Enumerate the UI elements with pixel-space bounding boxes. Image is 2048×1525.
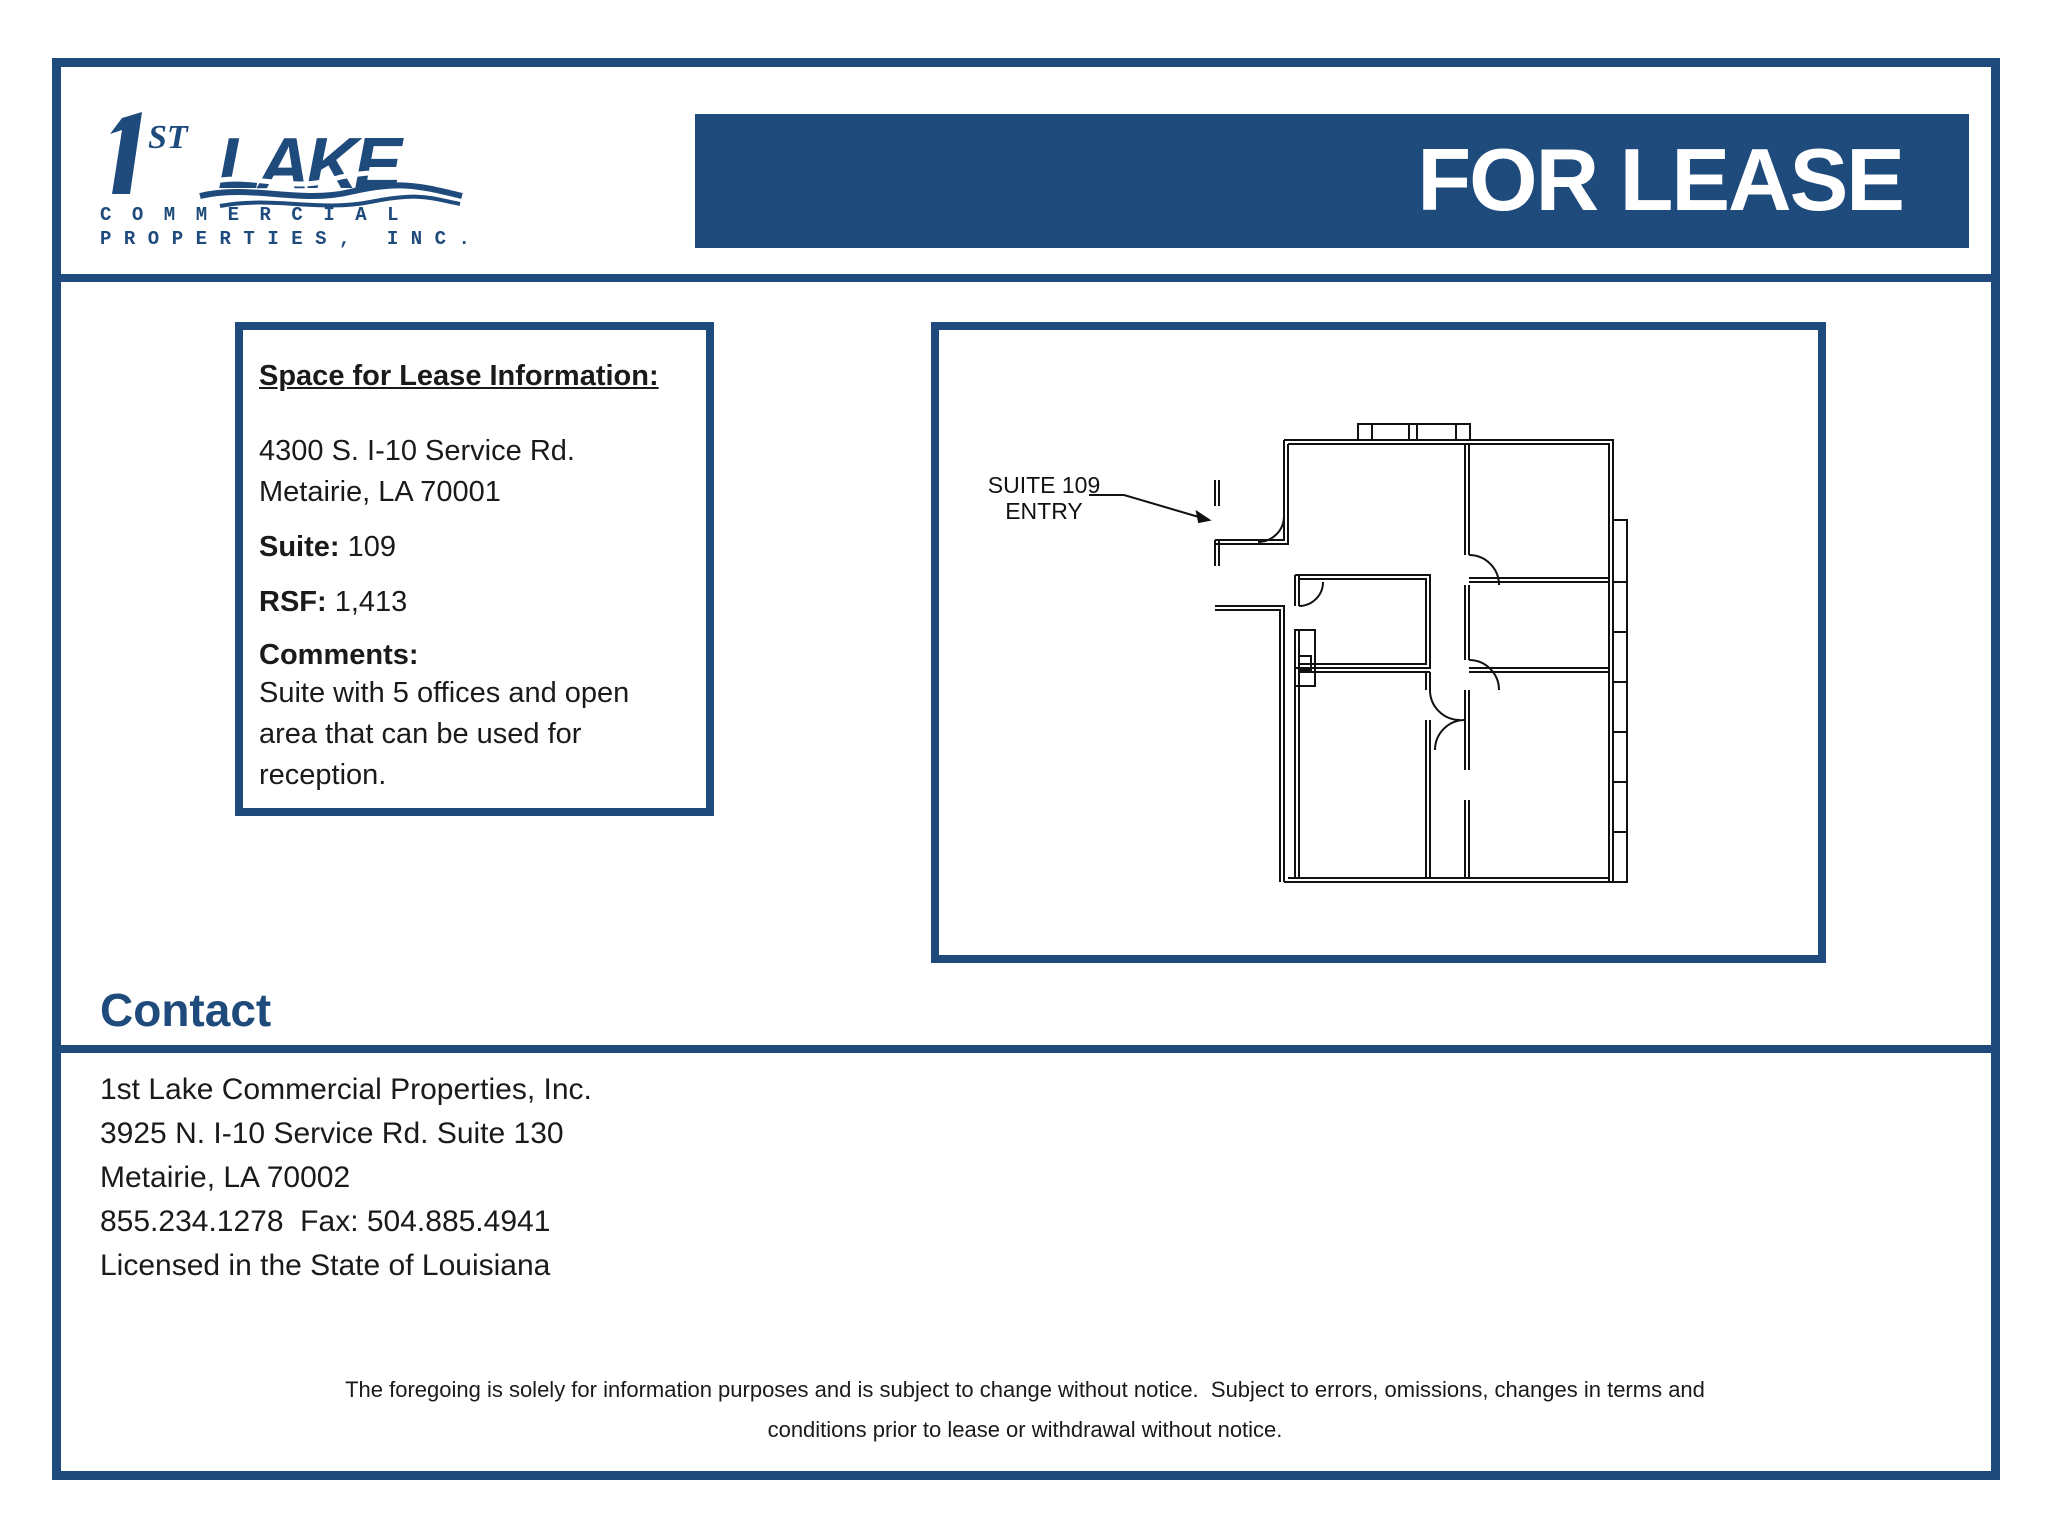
- interior-walls: [1295, 444, 1609, 878]
- suite-label: Suite:: [259, 531, 340, 563]
- logo-subtitle-line2: PROPERTIES, INC.: [100, 228, 483, 250]
- entry-label-line2: ENTRY: [1005, 498, 1083, 524]
- banner-title: FOR LEASE: [1417, 130, 1903, 229]
- entry-door: [1215, 480, 1219, 566]
- outer-walls: [1215, 440, 1613, 882]
- contact-license: Licensed in the State of Louisiana: [100, 1249, 551, 1282]
- contact-phone-fax: 855.234.1278 Fax: 504.885.4941: [100, 1205, 551, 1238]
- rsf-value: 1,413: [334, 586, 408, 618]
- disclaimer: [300, 1370, 1750, 1450]
- logo-wordmark-icon: [100, 108, 470, 218]
- top-windows: [1358, 424, 1470, 440]
- logo-subtitle-line1: COMMERCIAL: [100, 204, 420, 226]
- property-address-line1: 4300 S. I-10 Service Rd.: [259, 435, 575, 467]
- contact-address-line1: 3925 N. I-10 Service Rd. Suite 130: [100, 1117, 564, 1150]
- comments-text: Suite with 5 offices and open area that can be used for reception.: [259, 677, 630, 791]
- svg-text:ST: ST: [148, 119, 188, 156]
- for-lease-banner: [695, 114, 1969, 248]
- lease-info-box: [235, 322, 714, 816]
- disclaimer-line1: The foregoing is solely for information purposes and is subject to change without notice. Subject to errors, omissions, changes in terms and: [345, 1377, 1705, 1402]
- contact-company: 1st Lake Commercial Properties, Inc.: [100, 1073, 592, 1106]
- company-logo: [100, 108, 483, 258]
- entry-label-line1: SUITE 109: [987, 472, 1101, 498]
- floor-plan-drawing: [939, 330, 1818, 955]
- property-address-line2: Metairie, LA 70001: [259, 476, 501, 508]
- info-title: Space for Lease Information:: [259, 360, 659, 392]
- floor-plan-box: [931, 322, 1826, 963]
- comments-label: Comments:: [259, 639, 419, 671]
- contact-address-line2: Metairie, LA 70002: [100, 1161, 351, 1194]
- disclaimer-line2: conditions prior to lease or withdrawal without notice.: [767, 1417, 1283, 1442]
- suite-entry-label: [979, 472, 1109, 524]
- rsf-label: RSF:: [259, 586, 327, 618]
- contact-details: [100, 1068, 592, 1288]
- suite-row: [259, 527, 706, 568]
- contact-heading: Contact: [100, 984, 272, 1036]
- header-divider: [52, 274, 2000, 282]
- svg-text:LAKE: LAKE: [218, 124, 398, 204]
- rsf-row: [259, 582, 706, 623]
- contact-divider: [52, 1045, 2000, 1053]
- suite-value: 109: [347, 531, 397, 563]
- right-windows: [1613, 520, 1627, 882]
